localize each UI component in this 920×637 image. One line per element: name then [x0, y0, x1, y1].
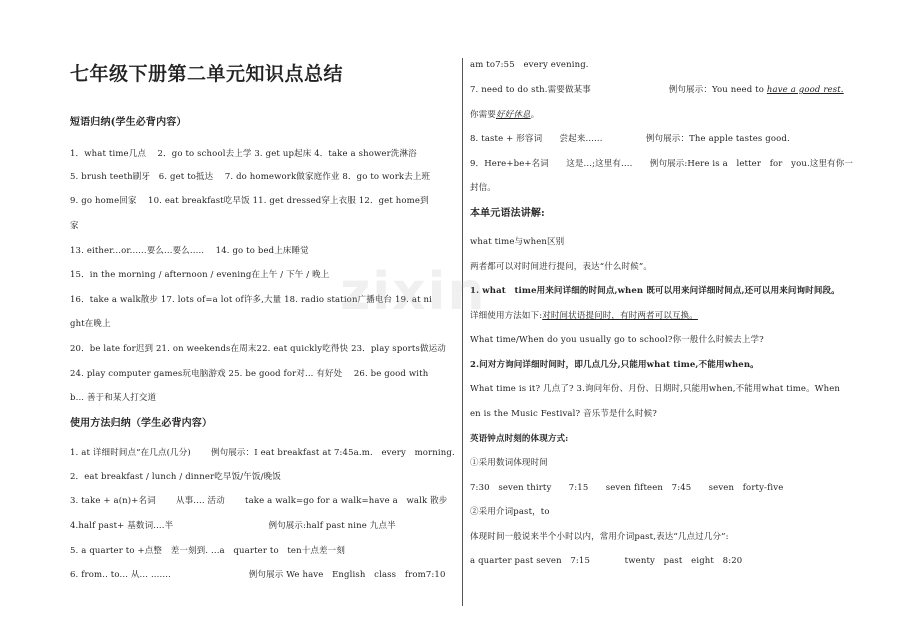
vocab-line: 5. brush teeth刷牙 6. get to抵达 7. do homework做家庭作业 8．go to work去上班 — [70, 172, 431, 182]
line-text: 7. need to do sth.需要做某事 例句展示：You need to — [470, 85, 767, 95]
text-line: 两者都可以对时间进行提问，表达“什么时候”。 — [470, 262, 652, 272]
usage-line: 4.half past+ 基数词....半 例句展示:half past nine 九点半 — [70, 521, 396, 531]
text-line: What time/When do you usually go to school?你一般什么时候去上学? — [470, 335, 764, 345]
usage-line: 6. from.. to... 从... ....... 例句展示 We have English class from7:10 — [70, 570, 446, 580]
text-line: am to7:55 every evening. — [470, 60, 589, 70]
grammar-heading: 本单元语法讲解: — [470, 208, 545, 219]
vocab-line: ght在晚上 — [70, 319, 111, 329]
vocab-heading: 短语归纳(学生必背内容） — [70, 117, 187, 128]
text-line: ①采用数词体现时间 — [470, 458, 548, 468]
text-line: 1. what time用来问详细的时间点,when 既可以用来问详细时间点,还可以用来问询时间段。 — [470, 286, 840, 296]
text-line — [470, 84, 844, 96]
watermark: zixin — [340, 262, 487, 322]
usage-line: 1. at 详细时间点“在几点(几分) 例句展示：I eat breakfast at 7:45a.m. every morning. — [70, 448, 455, 458]
vocab-line: 24. play computer games玩电脑游戏 25. be good for对... 有好处 26. be good with — [70, 369, 429, 379]
text-line: 英语钟点时刻的体现方式: — [470, 434, 569, 444]
text-line: 9．Here+be+名词 这是...;这里有.... 例句展示:Here is a letter for you.这里有你一 — [470, 159, 854, 169]
text-line: 2.问对方询问详细时间时，即几点几分,只能用what time,不能用when。 — [470, 360, 759, 370]
vocab-line: 16．take a walk散步 17. lots of=a lot of许多,大量 18. radio station广播电台 19. at ni — [70, 295, 432, 305]
vocab-line: 13. either...or......要么...要么..... 14. go to bed上床睡觉 — [70, 246, 309, 256]
vocab-line: 家 — [70, 221, 79, 231]
vocab-line: 9. go home回家 10. eat breakfast吃早饭 11. get dressed穿上衣服 12．get home到 — [70, 196, 429, 206]
text-line: 体现时间一般说来半个小时以内，常用介词past,表达“几点过几分”: — [470, 532, 729, 542]
underlined-text: have a good rest. — [766, 85, 844, 95]
usage-line: 2．eat breakfast / lunch / dinner吃早饭/午饭/晚饭 — [70, 472, 281, 482]
line-text: 详细使用方法如下: — [470, 311, 543, 321]
text-line: 封信。 — [470, 183, 496, 193]
text-line — [470, 109, 539, 121]
page-title: 七年级下册第二单元知识点总结 — [70, 63, 344, 85]
text-line: a quarter past seven 7:15 twenty past eight 8:20 — [470, 556, 743, 566]
text-line: What time is it? 几点了? 3.询问年份、月份、日期时,只能用when,不能用what time。When — [470, 384, 841, 394]
vocab-line: 15．in the morning / afternoon / evening在上午 / 下午 / 晚上 — [70, 270, 330, 280]
text-line: 8. taste + 形容词 尝起来...... 例句展示：The apple tastes good. — [470, 134, 790, 144]
usage-heading: 使用方法归纳（学生必背内容） — [70, 418, 213, 429]
underlined-text: 好好休息 — [495, 110, 531, 120]
text-line: 7:30 seven thirty 7:15 seven fifteen 7:45 seven forty-five — [470, 483, 784, 493]
vocab-line: b... 善于和某人打交道 — [70, 393, 157, 403]
text-line: en is the Music Festival? 音乐节是什么时候? — [470, 409, 657, 419]
vocab-line: 20．be late for迟到 21. on weekends在周末22. eat quickly吃得快 23．play sports做运动 — [70, 344, 446, 354]
line-text: 。 — [530, 110, 540, 120]
line-text: 你需要 — [470, 110, 496, 120]
usage-line: 3. take + a(n)+名词 从事.... 活动 take a walk=go for a walk=have a walk 散步 — [70, 496, 448, 506]
usage-line: 5. a quarter to +点整 差一刻到. ...a quarter to ten十点差一刻 — [70, 546, 345, 556]
vocab-line: 1．what time几点 2．go to school去上学 3. get up起床 4．take a shower洗淋浴 — [70, 149, 417, 159]
underlined-text: 对时间状语提问时，有时两者可以互换。 — [542, 311, 698, 321]
text-line: what time与when区别 — [470, 237, 565, 247]
text-line: ②采用介词past，to — [470, 507, 550, 517]
